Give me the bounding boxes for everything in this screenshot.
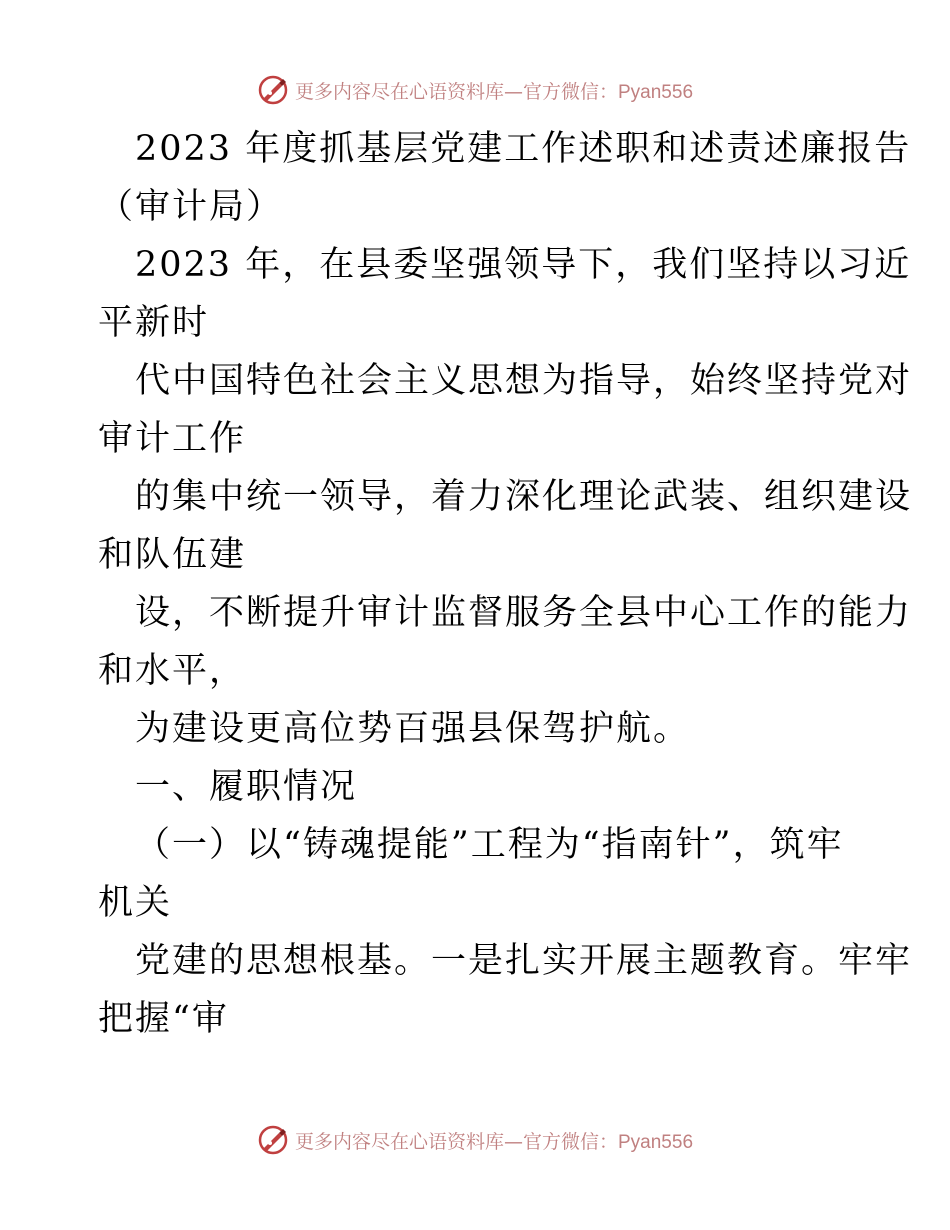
document-line: 2023 年，在县委坚强领导下，我们坚持以习近 [135, 245, 912, 285]
watermark-text: 更多内容尽在心语资料库—官方微信：Pyan556 [294, 80, 694, 103]
pen-logo-icon [257, 74, 289, 106]
wechat-id: Pyan556 [618, 81, 694, 103]
pen-logo-icon [257, 1124, 289, 1156]
document-line: 机关 [98, 883, 173, 923]
document-line: 平新时 [98, 303, 210, 343]
document-line: 代中国特色社会主义思想为指导，始终坚持党对 [135, 361, 913, 401]
document-line: 设，不断提升审计监督服务全县中心工作的能力 [135, 593, 913, 633]
document-line: 和水平， [98, 651, 247, 691]
watermark-text: 更多内容尽在心语资料库—官方微信：Pyan556 [294, 1130, 694, 1153]
document-line: （一）以“铸魂提能”工程为“指南针”，筑牢 [135, 825, 844, 865]
document-line: 审计工作 [98, 419, 247, 459]
document-line: 把握“审 [98, 999, 229, 1039]
document-line: 为建设更高位势百强县保驾护航。 [135, 709, 691, 749]
document-line: 2023 年度抓基层党建工作述职和述责述廉报告 [135, 129, 912, 169]
header-watermark [0, 70, 950, 110]
wechat-id: Pyan556 [618, 1131, 694, 1153]
document-line: 的集中统一领导，着力深化理论武装、组织建设 [135, 477, 913, 517]
document-line: 和队伍建 [98, 535, 247, 575]
document-line: 党建的思想根基。一是扎实开展主题教育。牢牢 [135, 941, 913, 981]
footer-watermark [0, 1120, 950, 1160]
document-line: （审计局） [98, 187, 284, 227]
document-line: 一、履职情况 [135, 767, 358, 807]
document-body [98, 120, 913, 1048]
